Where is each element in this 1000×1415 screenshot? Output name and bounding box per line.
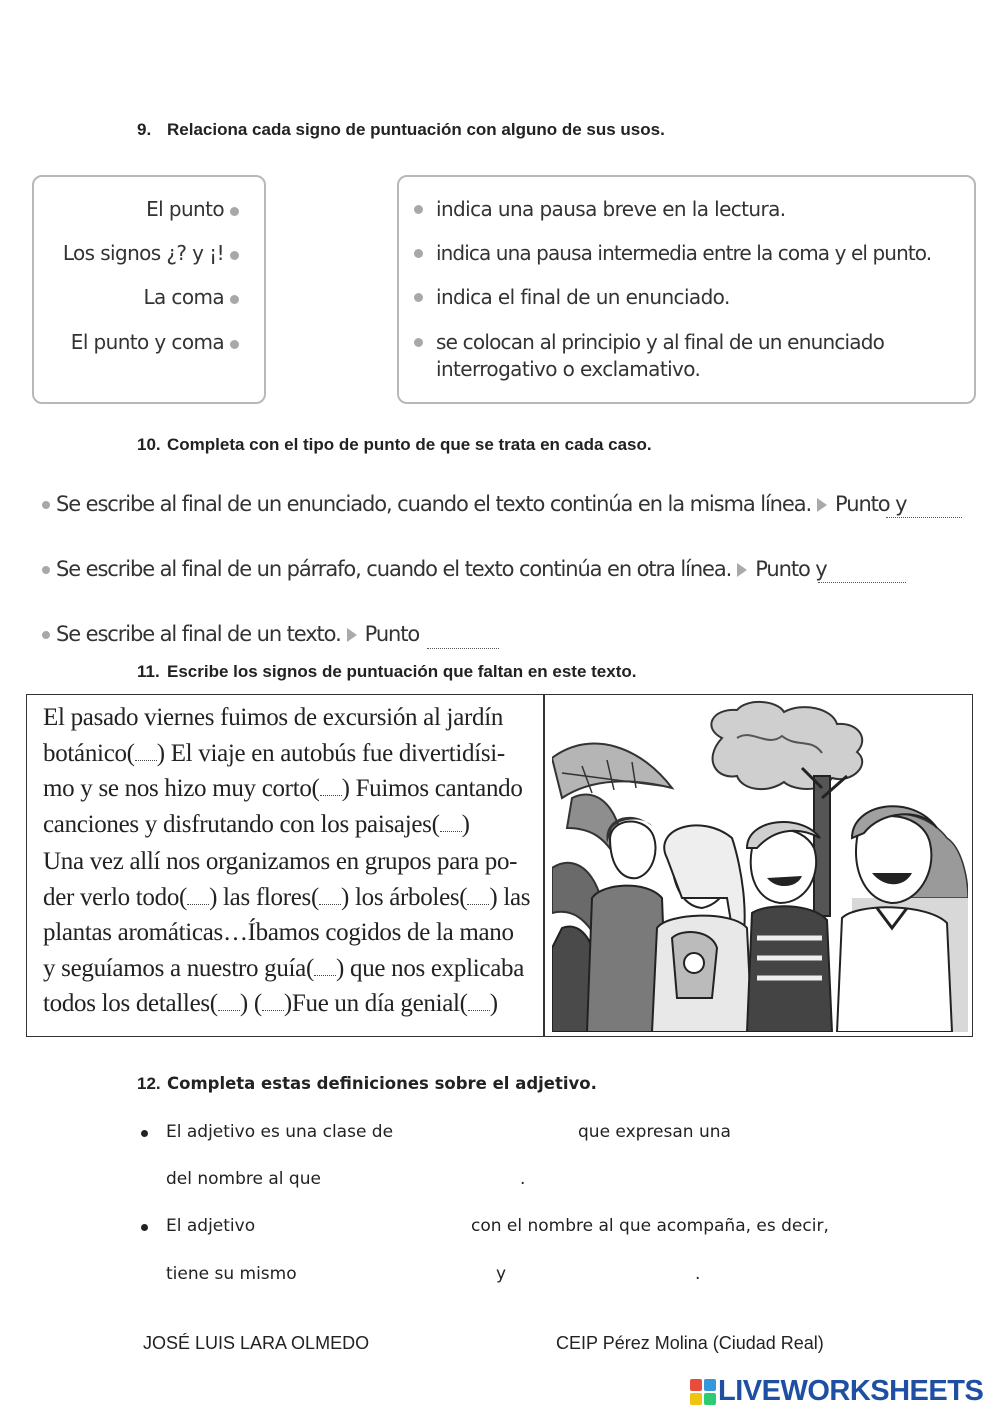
- ex9-right-item-cont: interrogativo o exclamativo.: [436, 357, 701, 381]
- ex11-text-segment: Una vez allí nos organizamos en grupos para po-: [43, 848, 518, 875]
- ex12-answer-input[interactable]: [515, 1262, 690, 1288]
- ex11-line: [43, 986, 533, 1022]
- liveworksheets-logo-icon: [690, 1379, 716, 1405]
- ex11-text: [43, 700, 533, 1022]
- ex11-line: [43, 844, 533, 880]
- ex9-left-label: Los signos ¿? y ¡!: [62, 241, 224, 265]
- ex9-heading: [137, 120, 665, 140]
- footer-author: JOSÉ LUIS LARA OLMEDO: [143, 1333, 370, 1353]
- ex9-left-label: La coma: [143, 285, 224, 309]
- punctuation-blank-input[interactable]: [187, 886, 209, 905]
- ex12-heading: [137, 1074, 597, 1094]
- ex11-paragraph: [43, 844, 533, 1022]
- ex9-left-connector-dot[interactable]: [230, 295, 239, 304]
- ex11-text-segment: ): [489, 990, 498, 1017]
- ex11-paragraph: [43, 700, 533, 842]
- ex11-line: [43, 771, 533, 807]
- ex12-text: tiene su mismo: [166, 1264, 297, 1284]
- ex9-left-item[interactable]: [143, 285, 224, 309]
- bullet-icon: [42, 631, 50, 639]
- ex12-text: .: [695, 1264, 701, 1284]
- liveworksheets-brand-text: LIVEWORKSHEETS: [718, 1375, 984, 1407]
- punctuation-blank-input[interactable]: [218, 992, 240, 1011]
- ex11-line: [43, 951, 533, 987]
- ex9-left-item[interactable]: [146, 197, 224, 221]
- ex12-answer-input[interactable]: [412, 1120, 572, 1146]
- arrow-right-icon: [737, 563, 747, 577]
- footer-school: CEIP Pérez Molina (Ciudad Real): [556, 1333, 824, 1353]
- ex9-right-item: indica una pausa breve en la lectura.: [436, 197, 786, 221]
- ex11-text-segment: der verlo todo(: [43, 883, 188, 911]
- ex9-right-item: indica el final de un enunciado.: [436, 285, 730, 309]
- ex11-heading: [137, 662, 636, 682]
- ex11-text-segment: plantas aromáticas…Íbamos cogidos de la mano: [43, 919, 514, 946]
- ex10-answer-input[interactable]: [818, 582, 906, 583]
- bullet-icon: [42, 501, 50, 509]
- punctuation-blank-input[interactable]: [468, 992, 490, 1011]
- ex11-line: [43, 736, 533, 772]
- ex12-answer-input[interactable]: [270, 1214, 465, 1240]
- ex9-left-label: El punto y coma: [70, 330, 224, 354]
- ex11-text-segment: ) las: [489, 883, 531, 911]
- ex12-text: El adjetivo: [166, 1216, 256, 1236]
- ex10-answer-input[interactable]: [427, 648, 499, 649]
- ex11-text-segment: ) que nos explicaba: [336, 954, 524, 982]
- ex12-text: El adjetivo es una clase de: [166, 1122, 394, 1142]
- ex9-right-connector-dot[interactable]: [414, 249, 423, 258]
- ex11-instruction: Escribe los signos de puntuación que faltan en este texto.: [167, 662, 637, 681]
- ex11-text-segment: mo y se nos hizo muy corto(: [43, 775, 320, 802]
- ex11-text-segment: ) las flores(: [209, 883, 320, 911]
- ex9-left-connector-dot[interactable]: [230, 207, 239, 216]
- liveworksheets-logo: [690, 1375, 990, 1409]
- arrow-right-icon: [347, 628, 357, 642]
- ex10-item-text: Se escribe al final de un enunciado, cuando el texto continúa en la misma línea.: [56, 492, 812, 516]
- ex12-text: y: [496, 1264, 507, 1284]
- punctuation-blank-input[interactable]: [135, 742, 157, 761]
- ex9-instruction: Relaciona cada signo de puntuación con alguno de sus usos.: [167, 120, 665, 139]
- ex10-instruction: Completa con el tipo de punto de que se trata en cada caso.: [167, 435, 652, 454]
- ex9-left-item[interactable]: [71, 330, 224, 354]
- punctuation-blank-input[interactable]: [262, 992, 284, 1011]
- bullet-icon: [141, 1130, 148, 1137]
- ex9-left-connector-dot[interactable]: [230, 340, 239, 349]
- ex11-text-segment: todos los detalles(: [43, 990, 218, 1017]
- ex11-number: 11.: [137, 662, 160, 681]
- ex9-number: 9.: [137, 120, 152, 139]
- ex9-right-connector-dot[interactable]: [414, 205, 423, 214]
- arrow-right-icon: [817, 498, 827, 512]
- ex9-left-item[interactable]: [63, 241, 224, 265]
- ex11-text-segment: ) Fuimos cantando: [341, 775, 523, 802]
- ex11-text-segment: El pasado viernes fuimos de excursión al jardín: [43, 704, 504, 731]
- bullet-icon: [141, 1224, 148, 1231]
- ex12-instruction: Completa estas definiciones sobre el adjetivo.: [167, 1074, 597, 1093]
- ex10-item: [42, 492, 906, 516]
- ex10-heading: [137, 435, 652, 455]
- ex12-number: 12.: [137, 1074, 161, 1093]
- ex11-line: [43, 807, 533, 843]
- ex11-text-segment: ) los árboles(: [341, 883, 468, 911]
- ex12-text: que expresan una: [578, 1122, 731, 1142]
- punctuation-blank-input[interactable]: [440, 813, 462, 832]
- ex12-text: del nombre al que: [166, 1169, 321, 1189]
- punctuation-blank-input[interactable]: [467, 886, 489, 905]
- ex11-line: [43, 880, 533, 916]
- ex12-answer-input[interactable]: [745, 1120, 895, 1146]
- ex10-number: 10.: [137, 435, 161, 454]
- ex10-answer-input[interactable]: [886, 517, 962, 518]
- ex11-line: [43, 915, 533, 951]
- punctuation-blank-input[interactable]: [320, 777, 342, 796]
- ex12-answer-input[interactable]: [335, 1167, 515, 1193]
- ex9-left-label: El punto: [146, 197, 224, 221]
- ex11-text-segment: ) (: [239, 990, 262, 1017]
- ex10-answer-prefix: Punto y: [755, 557, 827, 581]
- ex10-item: [42, 622, 419, 646]
- punctuation-blank-input[interactable]: [319, 886, 341, 905]
- ex10-answer-prefix: Punto y: [835, 492, 907, 516]
- ex9-right-connector-dot[interactable]: [414, 293, 423, 302]
- ex10-item-text: Se escribe al final de un texto.: [56, 622, 341, 646]
- ex11-text-segment: )Fue un día genial(: [283, 990, 468, 1017]
- children-garden-illustration: [552, 698, 968, 1032]
- punctuation-blank-input[interactable]: [314, 957, 336, 976]
- ex11-text-segment: y seguíamos a nuestro guía(: [43, 954, 315, 982]
- ex11-line: [43, 700, 533, 736]
- ex9-right-connector-dot[interactable]: [414, 338, 423, 347]
- bullet-icon: [42, 566, 50, 574]
- ex10-answer-prefix: Punto: [364, 622, 420, 646]
- ex10-item: [42, 557, 827, 581]
- ex11-text-segment: ) El viaje en autobús fue divertidísi-: [156, 739, 505, 767]
- ex9-right-item: se colocan al principio y al final de un enunciado: [436, 330, 885, 354]
- ex11-text-segment: botánico(: [43, 739, 135, 767]
- ex10-item-text: Se escribe al final de un párrafo, cuando el texto continúa en otra línea.: [56, 557, 732, 581]
- ex12-text: .: [520, 1169, 526, 1189]
- ex9-right-item: indica una pausa intermedia entre la coma y el punto.: [436, 241, 932, 265]
- ex11-text-segment: canciones y disfrutando con los paisajes(: [43, 810, 440, 838]
- girl-figure: [652, 825, 752, 1032]
- ex11-divider: [543, 694, 545, 1037]
- ex9-left-connector-dot[interactable]: [230, 251, 239, 260]
- ex11-text-segment: ): [461, 810, 470, 838]
- ex12-text: con el nombre al que acompaña, es decir,: [471, 1216, 829, 1236]
- ex12-answer-input[interactable]: [310, 1262, 490, 1288]
